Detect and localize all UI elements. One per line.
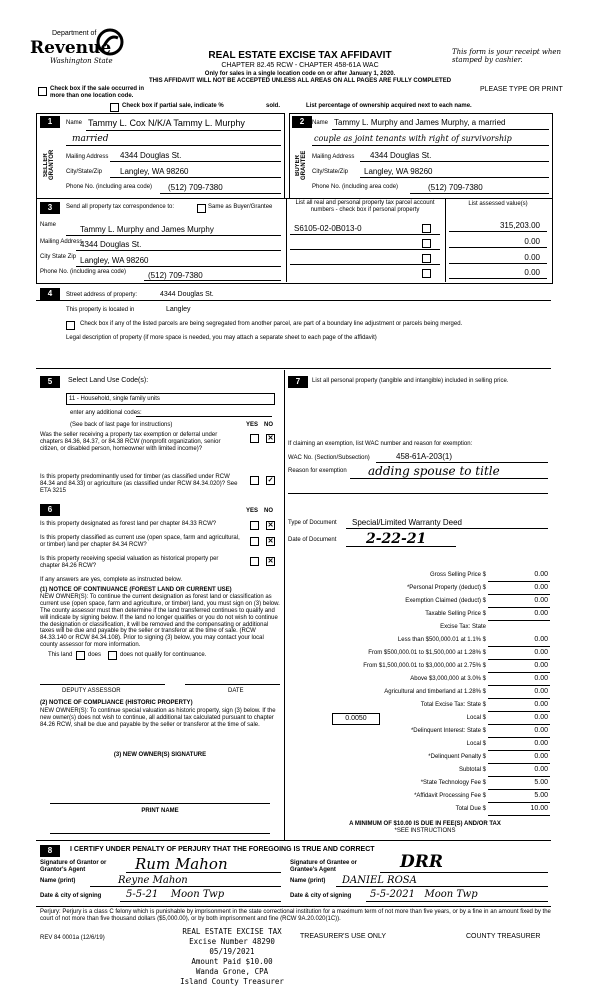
- print-name-label: PRINT NAME: [141, 808, 179, 814]
- tax-row: Above $3,000,000 at 3.0% $ 0.00: [290, 674, 552, 687]
- s3-city-label: City State Zip: [40, 254, 77, 260]
- treasurer-stamp: [168, 927, 296, 987]
- sold-label: sold.: [266, 103, 281, 109]
- send-correspondence-label: Send all property tax correspondence to:: [66, 204, 175, 210]
- section-7-number: 7: [288, 376, 308, 388]
- parcel-3-personal-checkbox[interactable]: [422, 254, 431, 263]
- stamp-line: Excise Number 48290: [189, 937, 275, 946]
- same-as-buyer-label: Same as Buyer/Grantee: [208, 204, 273, 210]
- stamp-line: Island County Treasurer: [180, 977, 284, 986]
- form-title: REAL ESTATE EXCISE TAX AFFIDAVIT: [208, 50, 392, 61]
- seller-name-2[interactable]: married: [72, 134, 109, 144]
- new-owner-sig-label: (3) NEW OWNER(S) SIGNATURE: [113, 752, 207, 758]
- does-not-checkbox[interactable]: [108, 651, 117, 660]
- seller-phone-label: Phone No. (including area code): [66, 184, 153, 190]
- tax-minimum-note: A MINIMUM OF $10.00 IS DUE IN FEE(S) AND/OR TAX: [349, 821, 501, 827]
- buyer-phone-label: Phone No. (including area code): [312, 184, 399, 190]
- tax-row: Less than $500,000.01 at 1.1% $ 0.00: [290, 635, 552, 648]
- tax-row: *State Technology Fee $ 5.00: [290, 778, 552, 791]
- seller-city-label: City/State/Zip: [66, 169, 103, 175]
- street-label: Street address of property:: [66, 292, 138, 298]
- see-instructions-note: *SEE INSTRUCTIONS: [394, 828, 456, 834]
- seller-name-label: Name: [66, 120, 83, 126]
- buyer-mailing[interactable]: 4344 Douglas St.: [370, 151, 432, 160]
- s6-q1-no[interactable]: ✕: [267, 522, 274, 529]
- tax-row: *Delinquent Penalty $ 0.00: [290, 752, 552, 765]
- form-warning: THIS AFFIDAVIT WILL NOT BE ACCEPTED UNLESS ALL AREAS ON ALL PAGES ARE FULLY COMPLETED: [148, 78, 452, 84]
- partial-sale-checkbox[interactable]: [110, 103, 119, 112]
- tax-row: Total Due $ 10.00: [290, 804, 552, 817]
- does-checkbox[interactable]: [76, 651, 85, 660]
- segregated-label: Check box if any of the listed parcels are being segregated from another parcel, are part of a boundary line adjustment or parcels being merged.: [80, 321, 463, 327]
- seller-phone[interactable]: (512) 709-7380: [168, 183, 223, 192]
- land-use-label: Select Land Use Code(s):: [68, 377, 149, 384]
- same-as-buyer-checkbox[interactable]: [197, 204, 206, 213]
- grantor-name[interactable]: Reyne Mahon: [118, 875, 188, 886]
- s5-q2-no[interactable]: ✓: [267, 477, 274, 484]
- this-land-label: This land: [48, 652, 73, 658]
- rev-number: REV 84 0001a (12/6/19): [40, 935, 105, 941]
- section-8-number: 8: [40, 845, 60, 857]
- s6-q2-yes[interactable]: [250, 537, 259, 546]
- multi-location-label: Check box if the sale occurred in more than one location code.: [50, 86, 145, 99]
- grantee-signature[interactable]: DRR: [400, 852, 443, 872]
- dept-line1: Department of: [52, 30, 97, 37]
- s3-mailing[interactable]: 4344 Douglas St.: [80, 240, 142, 249]
- partial-sale-label: Check box if partial sale, indicate %: [122, 103, 224, 109]
- buyer-name-label: Name: [312, 120, 329, 126]
- reason-label: Reason for exemption: [288, 468, 347, 474]
- form-only-for: Only for sales in a single location code on or after January 1, 2020.: [204, 71, 396, 77]
- grantor-sig-label: Signature of Grantor or Grantor's Agent: [40, 860, 107, 873]
- type-or-print: PLEASE TYPE OR PRINT: [480, 86, 563, 93]
- street-value[interactable]: 4344 Douglas St.: [160, 291, 214, 298]
- seller-mailing[interactable]: 4344 Douglas St.: [120, 151, 182, 160]
- buyer-phone[interactable]: (512) 709-7380: [428, 183, 483, 192]
- s6-q3-yes[interactable]: [250, 557, 259, 566]
- s5-yes-hdr: YES: [246, 422, 259, 428]
- if-yes-note: If any answers are yes, complete as instructed below.: [40, 577, 183, 583]
- parcel-2-personal-checkbox[interactable]: [422, 239, 431, 248]
- does-label: does: [88, 652, 102, 658]
- tax-row: *Delinquent Interest: State $ 0.00: [290, 726, 552, 739]
- s3-phone[interactable]: (512) 709-7380: [148, 271, 203, 280]
- s6-q2-no[interactable]: ✕: [267, 538, 274, 545]
- stamp-line: Wanda Grone, CPA: [195, 967, 269, 976]
- tax-row: Agricultural and timberland at 1.28% $ 0.00: [290, 687, 552, 700]
- buyer-name-2[interactable]: couple as joint tenants with right of survivorship: [314, 134, 512, 143]
- additional-codes-label: enter any additional codes:: [70, 410, 142, 416]
- tax-row: From $500,000.01 to $1,500,000 at 1.28% $ 0.00: [290, 648, 552, 661]
- buyer-name[interactable]: Tammy L. Murphy and James Murphy, a married: [334, 118, 506, 127]
- notice1-title: (1) NOTICE OF CONTINUANCE (FOREST LAND OR CURRENT USE): [40, 587, 232, 593]
- s6-q3: Is this property receiving special valuation as historical property per chapter 84.26 RCW?: [40, 556, 219, 569]
- doc-date-label: Date of Document: [288, 537, 337, 543]
- s6-q1-yes[interactable]: [250, 521, 259, 530]
- certify-statement: I CERTIFY UNDER PENALTY OF PERJURY THAT THE FOREGOING IS TRUE AND CORRECT: [70, 846, 375, 853]
- s5-q1-no[interactable]: ✕: [267, 435, 274, 442]
- parcel-header: List all real and personal property tax parcel account numbers - check box if personal property: [295, 200, 435, 213]
- tax-calculation-table: [290, 570, 552, 817]
- tax-row: Exemption Claimed (deduct) $ 0.00: [290, 596, 552, 609]
- s3-mailing-label: Mailing Address: [40, 239, 83, 245]
- stamp-line: 05/19/2021: [209, 947, 255, 956]
- tax-row: Subtotal $ 0.00: [290, 765, 552, 778]
- see-back-note: (See back of last page for instructions): [70, 422, 173, 428]
- s6-q3-no[interactable]: ✕: [267, 558, 274, 565]
- treasurer-use-label: TREASURER'S USE ONLY: [300, 933, 387, 940]
- parcel-1[interactable]: S6105-02-0B013-0: [294, 224, 362, 233]
- assessed-1[interactable]: 315,203.00: [499, 221, 540, 230]
- perjury-notice: Perjury: Perjury is a class C felony which is punishable by imprisonment in the state correctional institution for a maximum term of not more than five years, or by a fine in an amount fixed by the court of not more than five thousand dollars ($5,000.00), or by both imprisonment and fine (RCW 9A.20.020(1C)).: [40, 909, 551, 922]
- tax-row: 0.0050 Local $ 0.00: [290, 713, 552, 726]
- dor-logo-icon: [96, 28, 124, 56]
- buyer-city[interactable]: Langley, WA 98260: [364, 167, 433, 176]
- section-5-number: 5: [40, 376, 60, 388]
- parcel-4-personal-checkbox[interactable]: [422, 269, 431, 278]
- s3-phone-label: Phone No. (including area code): [40, 269, 127, 275]
- s5-q2: Is this property predominantly used for timber (as classified under RCW 84.34 and 84.33) or agriculture (as classified under RCW 84.34.020)? See ETA 3215: [40, 474, 238, 494]
- grantor-date-label: Date & city of signing: [40, 893, 102, 899]
- located-label: This property is located in: [66, 307, 135, 313]
- dept-logo-text: Revenue: [30, 38, 112, 58]
- stamp-line: Amount Paid $10.00: [191, 957, 273, 966]
- seller-city[interactable]: Langley, WA 98260: [120, 167, 189, 176]
- section-1-number: 1: [40, 116, 60, 128]
- tax-row: Local $ 0.00: [290, 739, 552, 752]
- section-3-number: 3: [40, 202, 60, 214]
- grantor-name-label: Name (print): [40, 878, 76, 884]
- tax-row: *Personal Property (deduct) $ 0.00: [290, 583, 552, 596]
- seller-mailing-label: Mailing Address: [66, 154, 109, 160]
- doc-type-value[interactable]: Special/Limited Warranty Deed: [352, 518, 462, 527]
- grantee-sig-label: Signature of Grantee or Grantee's Agent: [290, 860, 358, 873]
- date-label: DATE: [228, 688, 244, 694]
- legal-label: Legal description of property (if more space is needed, you may attach a separate sheet to each page of the affidavit): [66, 335, 377, 341]
- form-chapter: CHAPTER 82.45 RCW - CHAPTER 458-61A WAC: [221, 62, 379, 69]
- doc-date-value[interactable]: 2-22-21: [366, 531, 427, 547]
- reason-value[interactable]: adding spouse to title: [368, 464, 500, 478]
- s6-yes-hdr: YES: [246, 508, 259, 514]
- notice2-body: NEW OWNER(S): To continue special valuation as historic property, sign (3) below. If the new owner(s) does not wish to continue, all additional tax calculated pursuant to chapter 84.26 RCW, shall be due and payable by the seller or transferor at the time of sale.: [40, 708, 276, 728]
- s6-no-hdr: NO: [264, 508, 273, 514]
- parcel-1-personal-checkbox[interactable]: [422, 224, 431, 233]
- s5-q1-yes[interactable]: [250, 434, 259, 443]
- tax-row: *Affidavit Processing Fee $ 5.00: [290, 791, 552, 804]
- land-use-select[interactable]: 11 - Household, single family units: [66, 393, 275, 405]
- grantee-date[interactable]: 5-5-2021 Moon Twp: [370, 889, 478, 900]
- grantee-date-label: Date & city of signing: [290, 893, 352, 899]
- does-not-label: does not qualify for continuance.: [120, 652, 207, 658]
- s3-name-label: Name: [40, 222, 57, 228]
- buyer-side-label: BUYER GRANTEE: [295, 150, 307, 180]
- notice2-title: (2) NOTICE OF COMPLIANCE (HISTORIC PROPERTY): [40, 700, 193, 706]
- s3-city[interactable]: Langley, WA 98260: [80, 256, 149, 265]
- buyer-city-label: City/State/Zip: [312, 169, 349, 175]
- receipt-note: This form is your receipt when stamped by cashier.: [452, 48, 562, 65]
- s5-q1: Was the seller receiving a property tax exemption or deferral under chapters 84.36, 84.37, or 84.38 RCW (nonprofit organization, senior citizen, or disabled person, homeowner with limited income)?: [40, 432, 221, 452]
- assessed-header: List assessed value(s): [468, 201, 528, 207]
- personal-prop-label: List all personal property (tangible and intangible) included in selling price.: [312, 378, 509, 384]
- grantee-name-label: Name (print): [290, 878, 326, 884]
- county-treasurer-label: COUNTY TREASURER: [466, 933, 541, 940]
- s6-q1: Is this property designated as forest land per chapter 84.33 RCW?: [40, 521, 217, 527]
- tax-row: From $1,500,000.01 to $3,000,000 at 2.75% $ 0.00: [290, 661, 552, 674]
- s5-q2-yes[interactable]: [250, 476, 259, 485]
- segregated-checkbox[interactable]: [66, 321, 75, 330]
- assessed-4[interactable]: 0.00: [524, 268, 540, 277]
- assessed-3[interactable]: 0.00: [524, 253, 540, 262]
- wac-label: WAC No. (Section/Subsection): [288, 455, 370, 461]
- tax-row: Taxable Selling Price $ 0.00: [290, 609, 552, 622]
- tax-row: Total Excise Tax: State $ 0.00: [290, 700, 552, 713]
- buyer-mailing-label: Mailing Address: [312, 154, 355, 160]
- tax-row: Excise Tax: State: [440, 624, 486, 630]
- s5-no-hdr: NO: [264, 422, 273, 428]
- grantor-signature[interactable]: Rum Mahon: [135, 855, 228, 873]
- local-rate-box[interactable]: 0.0050: [332, 713, 380, 725]
- located-value[interactable]: Langley: [166, 306, 191, 313]
- stamp-line: REAL ESTATE EXCISE TAX: [182, 927, 282, 936]
- multi-location-checkbox[interactable]: [38, 87, 47, 96]
- grantor-date[interactable]: 5-5-21 Moon Twp: [126, 889, 225, 900]
- deputy-assessor-label: DEPUTY ASSESSOR: [62, 688, 121, 694]
- s3-name[interactable]: Tammy L. Murphy and James Murphy: [80, 225, 214, 234]
- section-6-number: 6: [40, 504, 60, 516]
- claiming-label: If claiming an exemption, list WAC number and reason for exemption:: [288, 441, 473, 447]
- section-4-number: 4: [40, 288, 60, 300]
- grantee-name[interactable]: DANIEL ROSA: [342, 875, 417, 886]
- wac-value[interactable]: 458-61A-203(1): [396, 452, 453, 461]
- tax-row: Gross Selling Price $ 0.00: [290, 570, 552, 583]
- ownership-note: List percentage of ownership acquired next to each name.: [306, 103, 472, 109]
- notice1-body: NEW OWNER(S): To continue the current designation as forest land or classification as current use (open space, farm and agriculture, or timber) land, you must sign on (3) below. The county assessor must then determine if the land transferred continues to qualify and will indicate by signing below. If the land no longer qualifies or you do not wish to continue the designation or classification, it will be removed and the compensating or additional taxes will be due and payable by the seller or transferor at the time of sale. (RCW 84.33.140 or RCW 84.34.108). Prior to signing (3) below, you may contact your local county assessor for more information.: [40, 594, 280, 649]
- s6-q2: Is this property classified as current use (open space, farm and agricultural, or timber) land per chapter 84.34 RCW?: [40, 535, 240, 548]
- doc-type-label: Type of Document: [288, 520, 337, 526]
- seller-side-label: SELLER GRANTOR: [43, 149, 55, 181]
- seller-name[interactable]: Tammy L. Cox N/K/A Tammy L. Murphy: [88, 118, 245, 128]
- assessed-2[interactable]: 0.00: [524, 237, 540, 246]
- dept-line3: Washington State: [50, 57, 113, 65]
- section-2-number: 2: [292, 116, 312, 128]
